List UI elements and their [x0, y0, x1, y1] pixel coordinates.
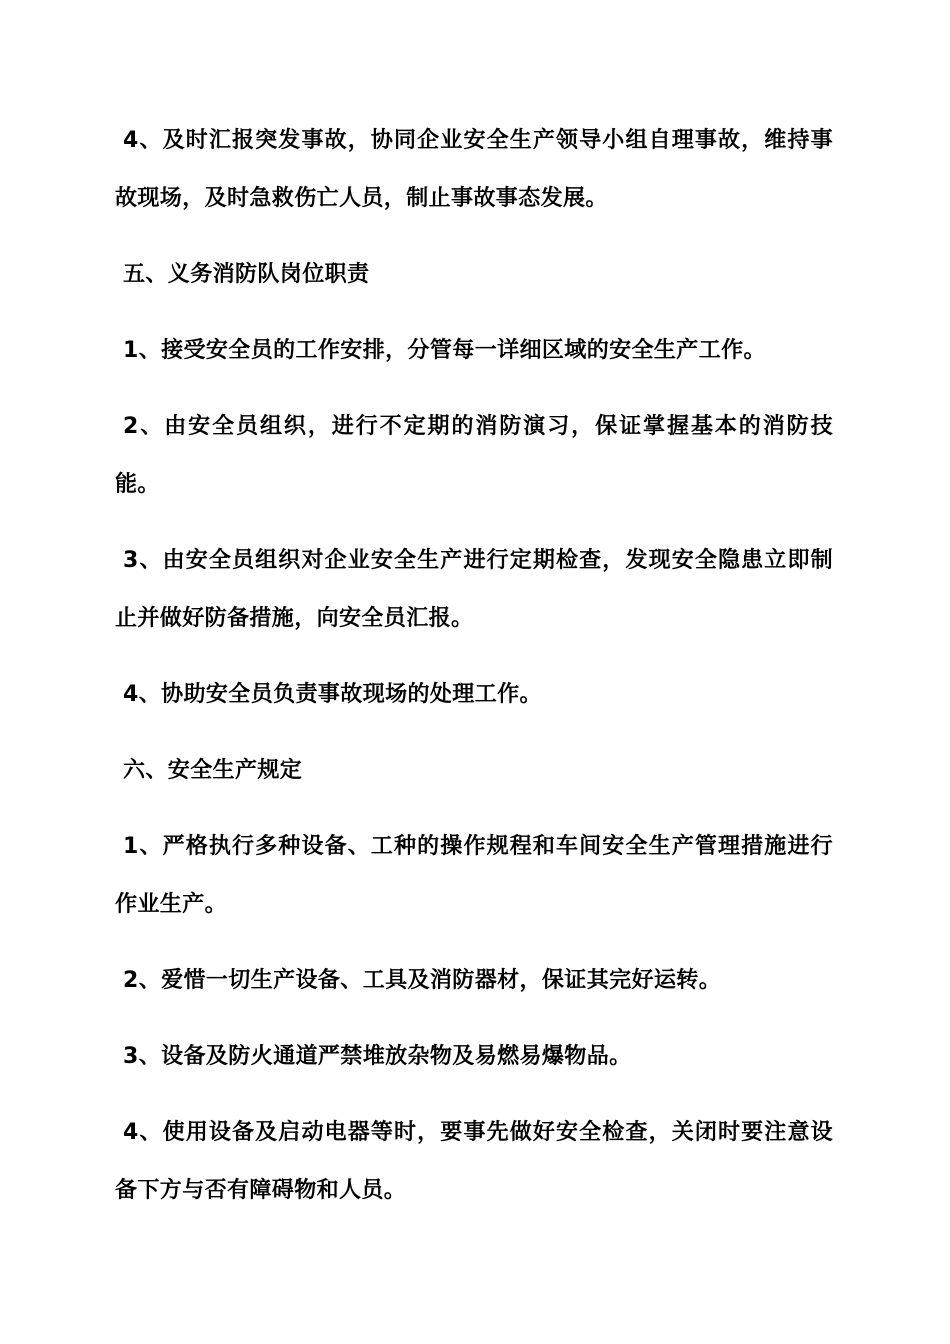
paragraph-item-3-no-clutter: 3、设备及防火通道严禁堆放杂物及易燃易爆物品。	[123, 1044, 632, 1069]
paragraph-item-2-care-equipment: 2、爱惜一切生产设备、工具及消防器材，保证其完好运转。	[123, 968, 722, 993]
section-heading-safety-regulations: 六、安全生产规定	[123, 758, 303, 783]
document-page	[115, 112, 833, 1238]
paragraph-item-3-regular-inspection: 3、由安全员组织对企业安全生产进行定期检查，发现安全隐患立即制止并做好防备措施，向安全员汇报。	[115, 548, 833, 631]
section-heading-fire-brigade-duties: 五、义务消防队岗位职责	[123, 262, 370, 287]
paragraph-item-1-accept-arrangement: 1、接受安全员的工作安排，分管每一详细区域的安全生产工作。	[123, 338, 766, 363]
paragraph-item-4-assist-accident-handling: 4、协助安全员负责事故现场的处理工作。	[123, 682, 542, 707]
paragraph-item-4-report-accident: 4、及时汇报突发事故，协同企业安全生产领导小组自理事故，维持事故现场，及时急救伤亡人员，制止事故事态发展。	[115, 128, 833, 211]
paragraph-item-4-safety-check: 4、使用设备及启动电器等时，要事先做好安全检查，关闭时要注意设备下方与否有障碍物和人员。	[115, 1120, 833, 1203]
paragraph-item-2-fire-drill: 2、由安全员组织，进行不定期的消防演习，保证掌握基本的消防技能。	[115, 414, 833, 497]
paragraph-item-1-operating-procedures: 1、严格执行多种设备、工种的操作规程和车间安全生产管理措施进行作业生产。	[115, 834, 833, 917]
